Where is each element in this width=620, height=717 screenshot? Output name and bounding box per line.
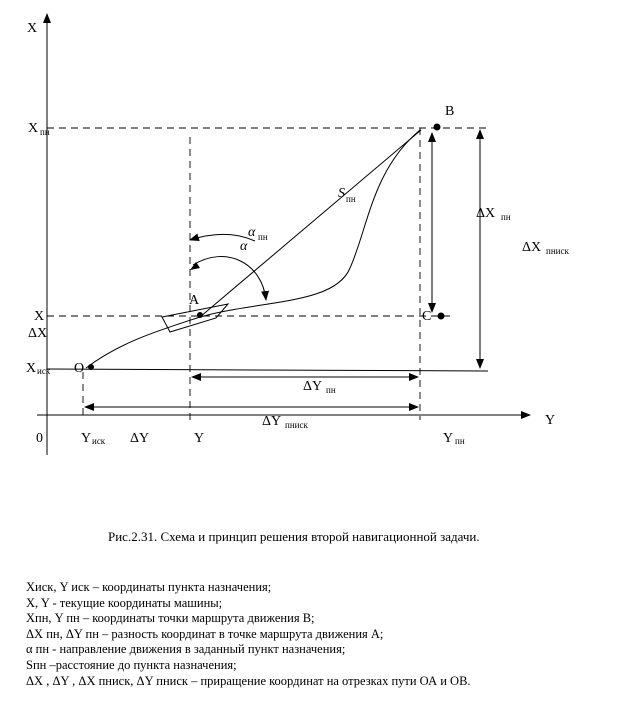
dx-pn-sub: пн	[501, 212, 511, 222]
dy-label: ΔY	[130, 431, 150, 446]
dy-pnisk-sub: пниск	[285, 420, 308, 430]
figure-caption: Рис.2.31. Схема и принцип решения второй навигационной задачи.	[108, 529, 480, 544]
y-pn-sub: пн	[455, 436, 465, 446]
alpha-arc-start-arrow	[190, 262, 200, 270]
y-isk-label: Y	[81, 431, 92, 446]
dx-pn-label: ΔX	[476, 206, 496, 221]
y-pn-label: Y	[443, 431, 454, 446]
s-pn-label: S	[338, 186, 345, 201]
x-current-label: X	[34, 309, 45, 324]
dx-pnisk-label: ΔX	[522, 240, 542, 255]
point-A-dot	[197, 312, 203, 318]
x-pn-label: X	[28, 121, 39, 136]
legend-line: Sпн –расстояние до пункта назначения;	[26, 657, 237, 672]
point-A-label: A	[189, 293, 200, 308]
s-pn-sub: пн	[346, 194, 356, 204]
s-pn-line	[200, 130, 421, 317]
x-pn-sub: пн	[40, 127, 50, 137]
dy-pn-label: ΔY	[303, 379, 323, 394]
legend-line: Xпн, Y пн – координаты точки маршрута движения B;	[26, 611, 315, 626]
point-C-dot	[438, 313, 445, 320]
point-B-label: B	[445, 104, 455, 119]
legend-line: ΔX пн, ΔY пн – разность координат в точке маршрута движения A;	[26, 626, 384, 641]
route-curve	[86, 130, 420, 368]
point-C-label: C	[422, 309, 432, 324]
guide-lines	[47, 128, 488, 420]
dx-label: ΔX	[28, 326, 48, 341]
dy-pnisk-label: ΔY	[262, 414, 282, 429]
origin-label: 0	[36, 431, 43, 446]
dx-pnisk-sub: пниск	[546, 246, 569, 256]
alpha-label: α	[240, 239, 248, 254]
legend-line: ΔX , ΔY , ΔX пниск, ΔY пниск – приращение координат на отрезках пути ОА и ОВ.	[26, 673, 471, 688]
x-isk-line	[47, 369, 488, 371]
point-B-dot	[434, 124, 441, 131]
legend-line: Xиск, Y иск – координаты пункта назначения;	[26, 580, 272, 594]
x-isk-sub: иск	[37, 366, 51, 376]
alpha-arc	[193, 257, 266, 300]
axis-x-label: X	[27, 21, 38, 36]
axis-y-label: Y	[545, 413, 556, 428]
alpha-pn-label: α	[248, 225, 256, 240]
vehicle-shape	[162, 304, 228, 332]
legend	[26, 580, 471, 689]
alpha-pn-sub: пн	[258, 232, 268, 242]
point-O-label: O	[74, 361, 85, 376]
y-isk-sub: иск	[92, 436, 106, 446]
point-O-dot	[88, 364, 94, 370]
y-current-label: Y	[194, 431, 205, 446]
legend-line: α пн - направление движения в заданный пункт назначения;	[26, 642, 346, 657]
dy-pn-sub: пн	[326, 385, 336, 395]
x-isk-label: X	[26, 361, 37, 376]
legend-line: X, Y - текущие координаты машины;	[26, 595, 223, 610]
